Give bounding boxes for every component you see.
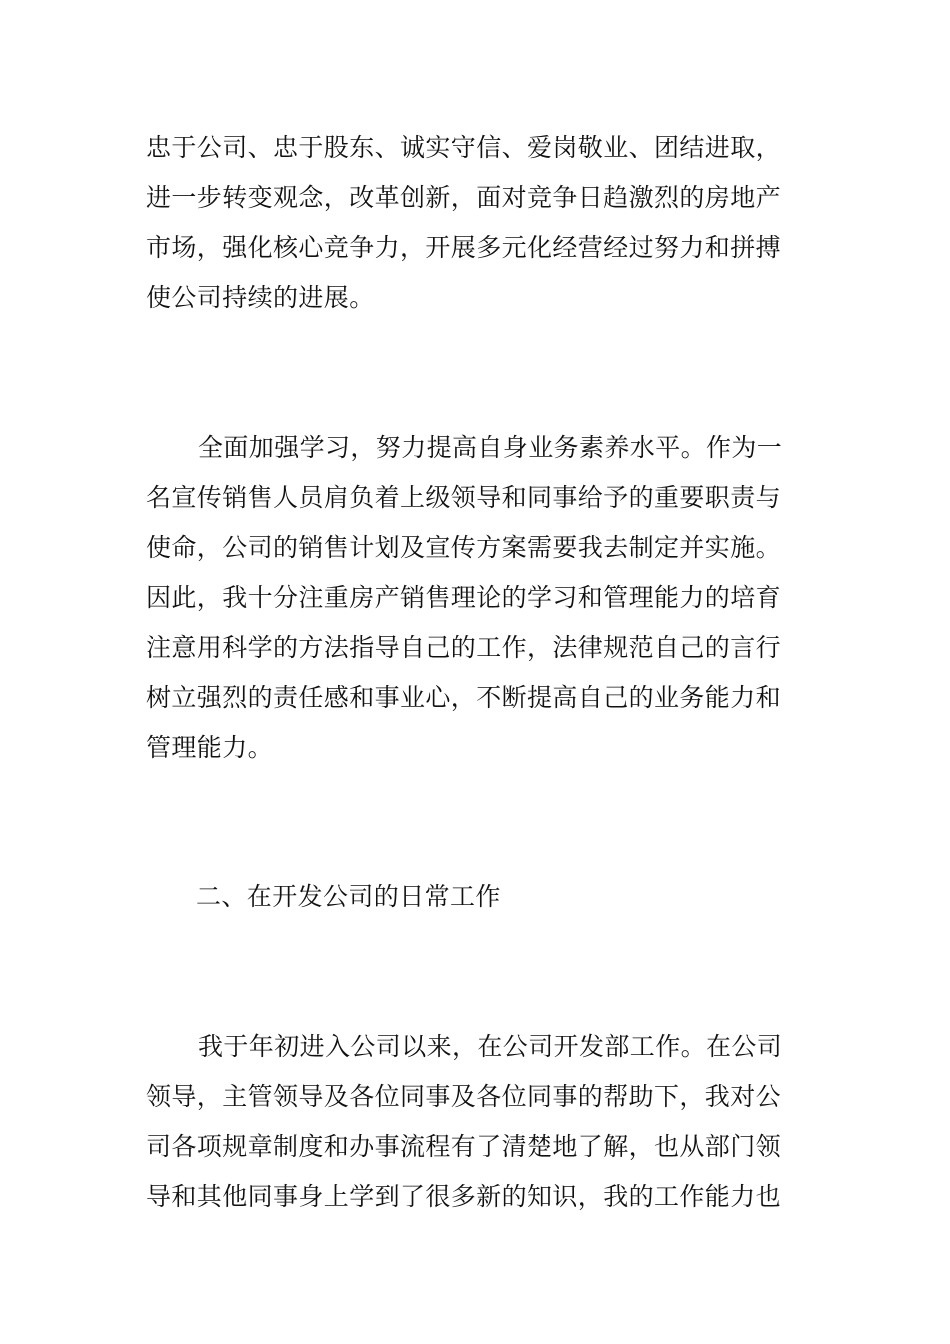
paragraph-1-line-3: 市场，强化核心竞争力，开展多元化经营经过努力和拼搏 (146, 233, 782, 262)
paragraph-2-line-7: 管理能力。 (146, 733, 274, 762)
paragraph-3-line-1: 我于年初进入公司以来，在公司开发部工作。在公司 (198, 1032, 783, 1061)
paragraph-2-line-6: 树立强烈的责任感和事业心，不断提高自己的业务能力和 (146, 683, 782, 712)
paragraph-1-line-4: 使公司持续的进展。 (146, 283, 375, 312)
paragraph-1-line-1: 忠于公司、忠于股东、诚实守信、爱岗敬业、团结进取， (146, 133, 782, 162)
paragraph-2-line-4: 因此，我十分注重房产销售理论的学习和管理能力的培育 (146, 583, 782, 612)
paragraph-2-line-1: 全面加强学习，努力提高自身业务素养水平。作为一 (198, 433, 783, 462)
paragraph-1-line-2: 进一步转变观念，改革创新，面对竞争日趋激烈的房地产 (146, 183, 782, 212)
paragraph-3-line-4: 导和其他同事身上学到了很多新的知识，我的工作能力也 (146, 1182, 782, 1211)
section-heading: 二、在开发公司的日常工作 (196, 882, 501, 911)
paragraph-2-line-3: 使命，公司的销售计划及宣传方案需要我去制定并实施。 (146, 533, 782, 562)
paragraph-3-line-2: 领导，主管领导及各位同事及各位同事的帮助下，我对公 (146, 1082, 782, 1111)
paragraph-3-line-3: 司各项规章制度和办事流程有了清楚地了解，也从部门领 (146, 1132, 782, 1161)
paragraph-2-line-5: 注意用科学的方法指导自己的工作，法律规范自己的言行 (146, 633, 782, 662)
paragraph-2-line-2: 名宣传销售人员肩负着上级领导和同事给予的重要职责与 (146, 483, 782, 512)
